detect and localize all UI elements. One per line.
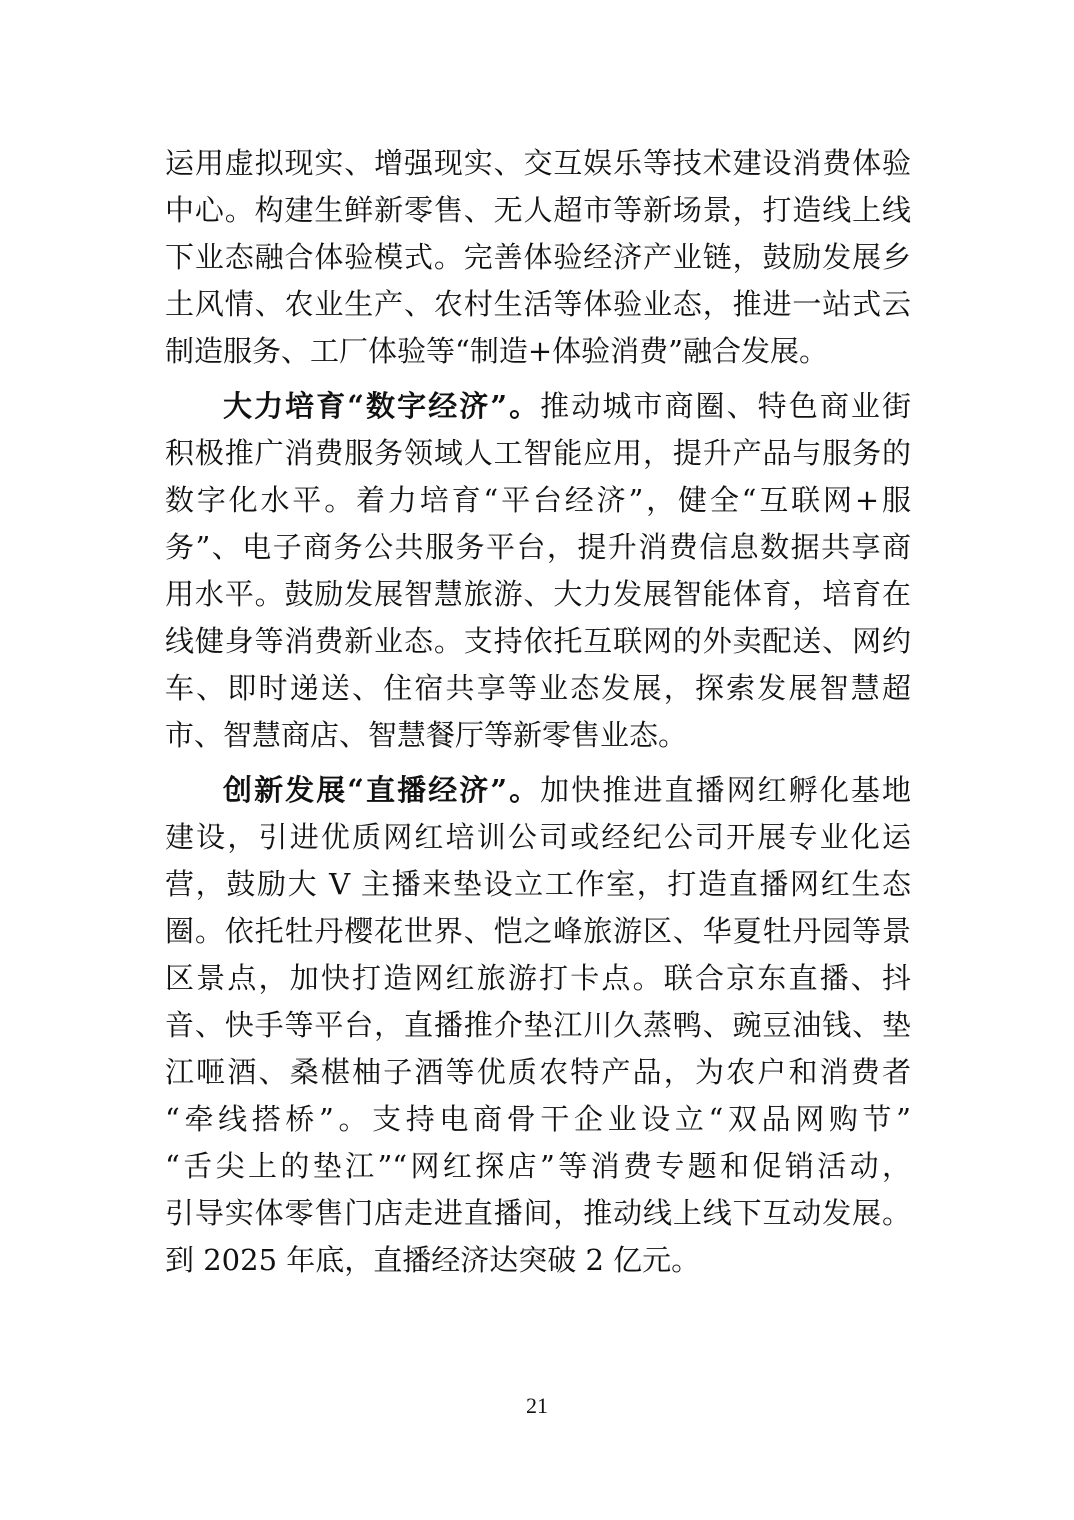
paragraph-experience-economy — [165, 140, 911, 375]
text-line: “牵线搭桥”。支持电商骨干企业设立“双品网购节” — [165, 1102, 911, 1136]
text-segment: 加快推进直播网红孵化基地 — [540, 773, 911, 807]
paragraph-first-line — [165, 767, 911, 814]
text-line: 引导实体零售门店走进直播间，推动线上线下互动发展。 — [165, 1196, 911, 1230]
paragraph-heading: 创新发展“直播经济”。 — [223, 773, 541, 807]
text-line: 市、智慧商店、智慧餐厅等新零售业态。 — [165, 718, 688, 752]
text-line: 江咂酒、桑椹柚子酒等优质农特产品，为农户和消费者 — [165, 1055, 911, 1089]
text-line: 音、快手等平台，直播推介垫江川久蒸鸭、豌豆油钱、垫 — [165, 1008, 911, 1042]
paragraph-first-line — [165, 383, 911, 430]
text-line: 运用虚拟现实、增强现实、交互娱乐等技术建设消费体验 — [165, 146, 911, 180]
text-line: 制造服务、工厂体验等“制造+体验消费”融合发展。 — [165, 334, 828, 368]
text-line: 圈。依托牡丹樱花世界、恺之峰旅游区、华夏牡丹园等景 — [165, 914, 911, 948]
text-line: 积极推广消费服务领域人工智能应用，提升产品与服务的 — [165, 436, 911, 470]
text-line: 下业态融合体验模式。完善体验经济产业链，鼓励发展乡 — [165, 240, 911, 274]
paragraph-heading: 大力培育“数字经济”。 — [223, 389, 541, 423]
text-line: 线健身等消费新业态。支持依托互联网的外卖配送、网约 — [165, 624, 911, 658]
paragraph-digital-economy — [165, 383, 911, 759]
text-line: 到 2025 年底，直播经济达突破 2 亿元。 — [165, 1243, 701, 1277]
text-segment: 推动城市商圈、特色商业街 — [540, 389, 911, 423]
text-line: 区景点，加快打造网红旅游打卡点。联合京东直播、抖 — [165, 961, 911, 995]
text-line: 数字化水平。着力培育“平台经济”，健全“互联网+服 — [165, 483, 911, 517]
text-line: 务”、电子商务公共服务平台，提升消费信息数据共享商 — [165, 530, 911, 564]
text-line: 建设，引进优质网红培训公司或经纪公司开展专业化运 — [165, 820, 911, 854]
text-line: 中心。构建生鲜新零售、无人超市等新场景，打造线上线 — [165, 193, 911, 227]
body-text — [165, 140, 911, 1284]
text-line: 车、即时递送、住宿共享等业态发展，探索发展智慧超 — [165, 671, 911, 705]
text-line: 土风情、农业生产、农村生活等体验业态，推进一站式云 — [165, 287, 911, 321]
paragraph-live-streaming-economy — [165, 767, 911, 1284]
text-line: 用水平。鼓励发展智慧旅游、大力发展智能体育，培育在 — [165, 577, 911, 611]
page-number: 21 — [526, 1393, 548, 1418]
text-line: “舌尖上的垫江”“网红探店”等消费专题和促销活动， — [165, 1149, 911, 1183]
text-line: 营，鼓励大 V 主播来垫设立工作室，打造直播网红生态 — [165, 867, 911, 901]
